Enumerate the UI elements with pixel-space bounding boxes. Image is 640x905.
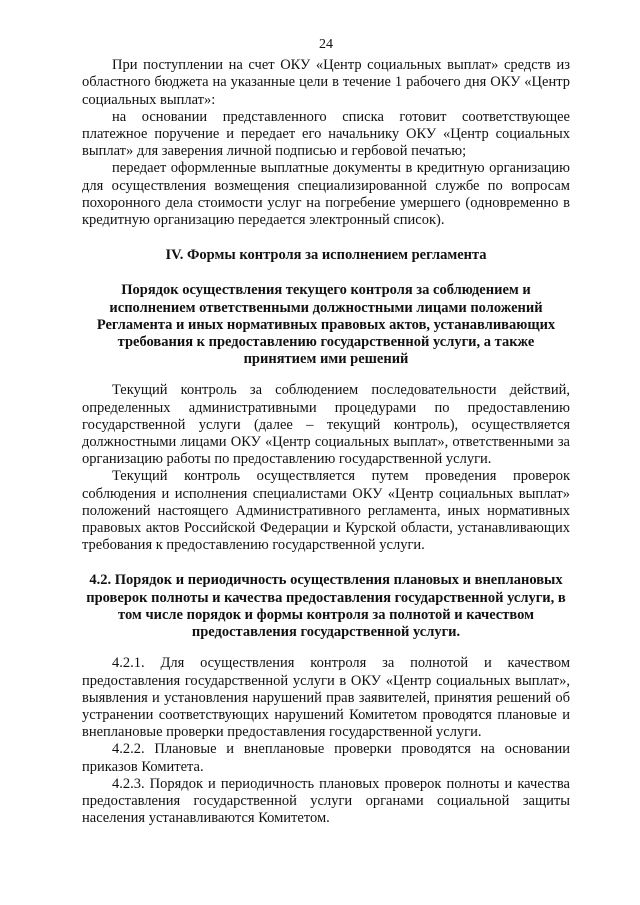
- paragraph-current-control: Текущий контроль за соблюдением последовательности действий, определенных административными процедурами по предоставлению государственной услуги (далее – текущий контроль), осуществляется должностными лицами ОКУ «Центр социальных выплат», ответственными за организацию работы по предоставлению государственной услуги.: [82, 382, 570, 468]
- paragraph-4-2-1: 4.2.1. Для осуществления контроля за полнотой и качеством предоставления государственной услуги в ОКУ «Центр социальных выплат», выявления и установления нарушений прав заявителей, принятия решений об устранении соответствующих нарушений Комитетом проводятся плановые и внеплановые проверки предоставления государственной услуги.: [82, 655, 570, 741]
- paragraph-payment-order: на основании представленного списка готовит соответствующее платежное поручение и передает его начальнику ОКУ «Центр социальных выплат» для заверения личной подписью и гербовой печатью;: [82, 108, 570, 160]
- paragraph-4-2-3: 4.2.3. Порядок и периодичность плановых проверок полноты и качества предоставления государственной услуги органами социальной защиты населения устанавливаются Комитетом.: [82, 775, 570, 827]
- paragraph-control-checks: Текущий контроль осуществляется путем проведения проверок соблюдения и исполнения специалистами ОКУ «Центр социальных выплат» положений настоящего Административного регламента, иных нормативных правовых актов Российской Федерации и Курской области, устанавливающих требования к предоставлению государственной услуги.: [82, 468, 570, 554]
- document-page: [82, 36, 570, 827]
- paragraph-receipt-funds: При поступлении на счет ОКУ «Центр социальных выплат» средств из областного бюджета на указанные цели в течение 1 рабочего дня ОКУ «Центр социальных выплат»:: [82, 57, 570, 108]
- subsection-2-title: 4.2. Порядок и периодичность осуществления плановых и внеплановых проверок полноты и качества предоставления государственной услуги, в том числе порядок и формы контроля за полнотой и качеством предоставления государственной услуги.: [86, 572, 566, 641]
- page-number: 24: [319, 37, 333, 52]
- paragraph-transfer-documents: передает оформленные выплатные документы в кредитную организацию для осуществления возмещения специализированной службе по вопросам похоронного дела стоимости услуг на погребение умершего (одновременно в кредитную организацию передается электронный список).: [82, 160, 570, 229]
- section-title: IV. Формы контроля за исполнением регламента: [165, 247, 487, 264]
- subsection-1-title: Порядок осуществления текущего контроля за соблюдением и исполнением ответственными должностными лицами положений Регламента и иных нормативных правовых актов, устанавливающих требования к предоставлению государственной услуги, а также принятием ими решений: [96, 282, 556, 368]
- paragraph-4-2-2: 4.2.2. Плановые и внеплановые проверки проводятся на основании приказов Комитета.: [82, 741, 570, 775]
